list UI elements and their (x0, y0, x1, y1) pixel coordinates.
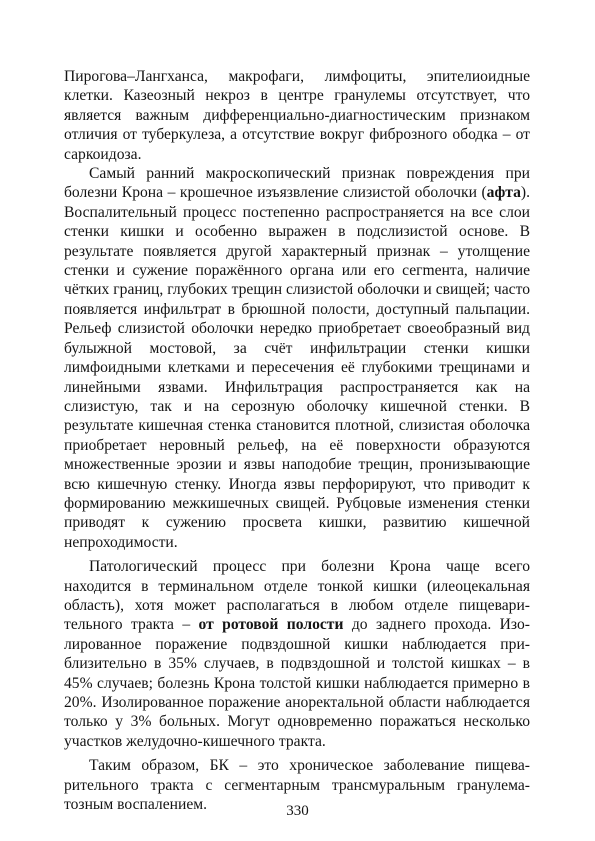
paragraph-4-text: Таким образом, БК – это хроническое заболевание пищеварительного тракта с сегментарным трансмуральным гранулематозным воспалением. (64, 757, 530, 814)
paragraph-3-text-a: Патологический процесс при болезни Крона чаще всего находится в терминальном отделе тонкой кишки (илеоцекальная область), хотя может располагаться в любом отделе пищеварительного тракта – (64, 558, 530, 634)
term-afta: афта (486, 184, 521, 202)
page-body (64, 67, 530, 814)
paragraph-3-text-b: до заднего прохода. Изолированное поражение подвздошной кишки наблюдается приблизительно в 35% случаев, в подвздошной и толстой кишках – в 45% случаев; болезнь Крона толстой кишки наблюдается примерно в 20%. Изолированное поражение аноректальной области наблюдается только у 3% больных. Могут одновременно поражаться несколько участков желудочно-кишечного тракта. (64, 616, 530, 750)
term-oral-cavity: от ротовой полости (198, 616, 344, 634)
paragraph-1 (64, 67, 530, 164)
paragraph-2-text-b: ). Воспалительный процесс постепенно распространяется на все слои стенки кишки и особенно выражен в подслизистой основе. В результате появляется другой характерный признак – утолщение стенки и сужение поражённого органа или его сегmента, наличие чётких границ, глубоких трещин слизистой оболочки и свищей; часто появляется инфильтрат в брюшной полости, доступный пальпации. Рельеф слизистой оболочки нередко приобретает своеобразный вид булыжной мостовой, за счёт инфильтрации стенки кишки лимфоидными клетками и пересечения её глубокими трещинами и линейными язвами. Инфильтрация распространяется как на слизистую, так и на серозную оболочку кишечной стенки. В результате кишечная стенка становится плотной, слизистая оболочка приобретает неровный рельеф, на её поверхности образуются множественные эрозии и язвы наподобие трещин, пронизывающие всю кишечную стенку. Иногда язвы перфорируют, что приводит к формированию межкишечных свищей. Рубцовые изменения стенки приводят к сужению просвета кишки, развитию кишечной непроходимости. (64, 184, 530, 551)
paragraph-2 (64, 164, 530, 552)
paragraph-1-text: Пирогова–Лангханса, макрофаги, лимфоциты, эпителиоидные клетки. Казеозный некроз в центре гранулемы отсутствует, что является важным дифференциально-диагностическим признаком отличия от туберкулеза, а отсутствие вокруг фиброзного ободка – от саркоидоза. (64, 68, 530, 163)
page-number: 330 (286, 803, 309, 819)
paragraph-3 (64, 557, 530, 751)
paragraph-2-text-a: Самый ранний макроскопический признак повреждения при болезни Крона – крошечное изъязвление слизистой оболочки ( (64, 165, 530, 202)
